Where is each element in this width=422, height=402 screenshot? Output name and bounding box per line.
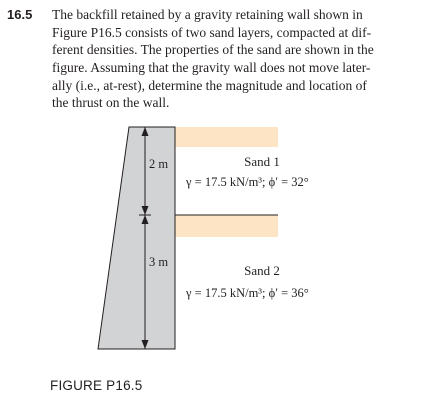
problem-line: figure. Assuming that the gravity wall does not move later- xyxy=(52,60,371,76)
sand-2-properties: γ = 17.5 kN/m³; ϕ′ = 36° xyxy=(186,286,309,300)
problem-line: the thrust on the wall. xyxy=(52,95,170,111)
upper-layer-thickness-label: 2 m xyxy=(149,157,169,171)
figure-caption: FIGURE P16.5 xyxy=(50,378,143,393)
sand-1-surface-band xyxy=(175,127,278,147)
sand-2-surface-band xyxy=(175,215,278,237)
lower-layer-thickness-label: 3 m xyxy=(149,255,169,269)
problem-line: ally (i.e., at-rest), determine the magnitude and location of xyxy=(52,77,367,93)
sand-1-name: Sand 1 xyxy=(244,154,280,169)
problem-line: Figure P16.5 consists of two sand layers, compacted at dif- xyxy=(52,24,372,40)
problem-number: 16.5 xyxy=(7,7,33,22)
problem-line: ferent densities. The properties of the sand are shown in the xyxy=(52,42,374,58)
problem-line: The backfill retained by a gravity retaining wall shown in xyxy=(52,7,363,22)
sand-2-name: Sand 2 xyxy=(244,263,280,278)
sand-1-properties: γ = 17.5 kN/m³; ϕ′ = 32° xyxy=(186,175,309,189)
